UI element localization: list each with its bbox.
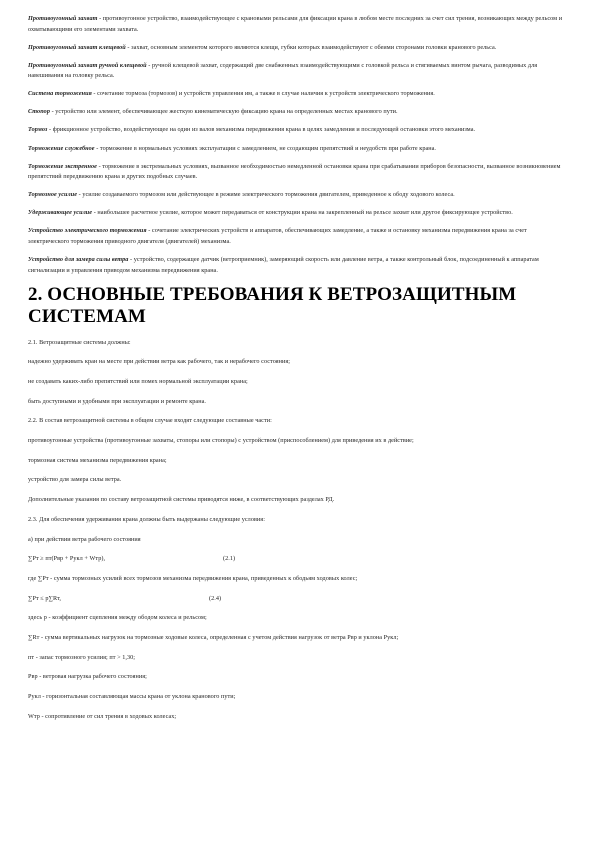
definition-paragraph <box>28 61 567 82</box>
definition-paragraph <box>28 190 567 201</box>
section-heading: 2. ОСНОВНЫЕ ТРЕБОВАНИЯ К ВЕТРОЗАЩИТНЫМ СИСТЕМАМ <box>28 283 517 327</box>
definition-term: Противоугонный захват ручной клещевой <box>28 61 147 69</box>
definition-term: Тормозное усилие <box>28 191 78 199</box>
body-paragraph: где ∑Рт - сумма тормозных усилий всех тормозов механизма передвижения крана, приведенных к ободьям ходовых колес; <box>28 574 358 582</box>
definition-term: Противоугонный захват клещевой <box>28 43 126 51</box>
definition-text: - сочетание электрических устройств и аппаратов, обеспечивающих замедление, а также и остановку механизма передвижения крана за счет электрического торможения приводного двигателя (двигателей) механизма. <box>28 227 527 245</box>
definition-paragraph <box>28 162 567 183</box>
body-paragraph: 2.3. Для обеспечения удерживания крана должны быть выдержаны следующие условия: <box>28 515 265 523</box>
body-paragraph: Рукл - горизонтальная составляющая массы крана от уклона кранового пути; <box>28 693 236 700</box>
definition-text: - ручной клещевой захват, содержащий две снабженных взаимодействующими с головкой рельса и стягиваемых винтом рычага, разводимых для навешивания на головку рельса. <box>28 61 538 80</box>
definition-paragraph <box>28 14 567 35</box>
definition-paragraph <box>28 208 567 219</box>
body-paragraph: не создавать каких-либо препятствий или помех нормальной эксплуатации крана; <box>28 378 248 385</box>
definition-text: - торможение в нормальных условиях эксплуатации с замедлением, не создающим препятствий и неудобств при работе крана. <box>94 144 437 152</box>
body-paragraph: Рвр - ветровая нагрузка рабочего состояния; <box>28 673 147 681</box>
body-paragraph: противоугонные устройства (противоугонные захваты, стопоры или стопоры) с устройством (приспособлением) для приведения их в действие; <box>28 437 414 445</box>
definition-term: Удерживающее усилие <box>28 209 93 217</box>
definition-paragraph <box>28 144 567 155</box>
definition-term: Стопор <box>28 108 50 116</box>
definition-text: - усилие создаваемого тормозом или действующее в режиме электрического торможения двигателем, приведенное к ободу ходового колеса. <box>77 191 455 199</box>
definition-text: - торможение в экстремальных условиях, вызванное необходимостью немедленной остановки крана при срабатывании приборов безопасности, вызванное возникновением препятствий передвижению крана и других подобных случаев. <box>28 162 561 181</box>
definition-text: - устройство или элемент, обеспечивающее жесткую кинематическую фиксацию крана на определенных местах кранового пути. <box>49 108 398 116</box>
definition-paragraph <box>28 226 567 247</box>
formula-number: (2.1) <box>223 555 236 563</box>
formula-expression: ∑Рт ≤ р∑Rт, <box>28 594 62 602</box>
definition-text: - сочетание тормоза (тормозов) и устройств управления им, а также в случае наличия к устройств электрического торможения. <box>91 90 435 98</box>
body-paragraph: 2.1. Ветрозащитные системы должны: <box>28 338 131 346</box>
definition-term: Тормоз <box>28 126 48 134</box>
definition-paragraph <box>28 125 567 136</box>
formula-number: (2.4) <box>209 594 222 602</box>
definitions-list <box>28 14 567 276</box>
definition-text: - наибольшее расчетное усилие, которое может передаваться от конструкции крана на закрепленный на рельсе захват или другое фиксирующее устройство. <box>92 209 513 217</box>
section-body <box>28 338 567 723</box>
body-paragraph: ∑Rт - сумма вертикальных нагрузок на тормозные ходовые колеса, определенная с учетом действия нагрузок от ветра Рвр и уклона Рукл; <box>28 633 399 641</box>
definition-paragraph <box>28 255 567 276</box>
definition-term: Противоугонный захват <box>28 15 98 22</box>
formula-expression: ∑Рт ≥ пт(Рвр + Рукл + Wтр), <box>28 555 106 563</box>
definition-text: - захват, основным элементом которого являются клещи, губки которых взаимодействуют с обеими сторонами головки кранового рельса. <box>125 43 497 51</box>
body-paragraph: тормозная система механизма передвижения крана; <box>28 456 167 464</box>
definition-text: - устройство, содержащее датчик (ветроприемник), замеряющий скорость или давление ветра, а также контрольный блок, подсоединенный к аппаратам сигнализации и управления приводом механизма передвижения крана. <box>28 256 539 274</box>
body-paragraph: здесь р - коэффициент сцепления между ободом колеса и рельсом; <box>28 614 207 622</box>
definition-paragraph <box>28 107 567 118</box>
definition-term: Устройство для замера силы ветра <box>28 256 129 264</box>
body-paragraph: 2.2. В состав ветрозащитной системы в общем случае входят следующие составные части: <box>28 417 272 425</box>
formula-2-1 <box>28 554 567 565</box>
definition-text: - фрикционное устройство, воздействующее на один из валов механизма передвижения крана в целях замедления и последующей остановки этого механизма. <box>47 126 476 134</box>
body-paragraph: устройство для замера силы ветра. <box>28 476 122 484</box>
body-paragraph: быть доступными и удобными при эксплуатации и ремонте крана. <box>28 397 206 405</box>
body-paragraph: а) при действии ветра рабочего состояния <box>28 535 141 543</box>
definition-term: Торможение служебное <box>28 144 95 152</box>
body-paragraph: Wтр - сопротивление от сил трения в ходовых колесах; <box>28 712 177 720</box>
definition-term: Устройство электрического торможения <box>28 227 147 235</box>
definition-paragraph <box>28 43 567 54</box>
formula-2-4 <box>28 594 567 605</box>
definition-term: Система торможения <box>28 90 92 98</box>
definition-term: Торможение экстренное <box>28 162 97 170</box>
body-paragraph: надежно удерживать кран на месте при действии ветра как рабочего, так и нерабочего состояния; <box>28 358 291 366</box>
body-paragraph: пт - запас тормозного усилия; пт > 1,30; <box>28 653 136 661</box>
definition-text: - противоугонное устройство, взаимодействующее с крановыми рельсами для фиксации крана в любом месте последних за счет сил трения, возникающих между рельсом и охватывающими его элементами захвата. <box>28 15 563 33</box>
definition-paragraph <box>28 89 567 100</box>
body-paragraph: Дополнительные указания по составу ветрозащитной системы приводятся ниже, в соответствующих разделах РД. <box>28 496 335 504</box>
